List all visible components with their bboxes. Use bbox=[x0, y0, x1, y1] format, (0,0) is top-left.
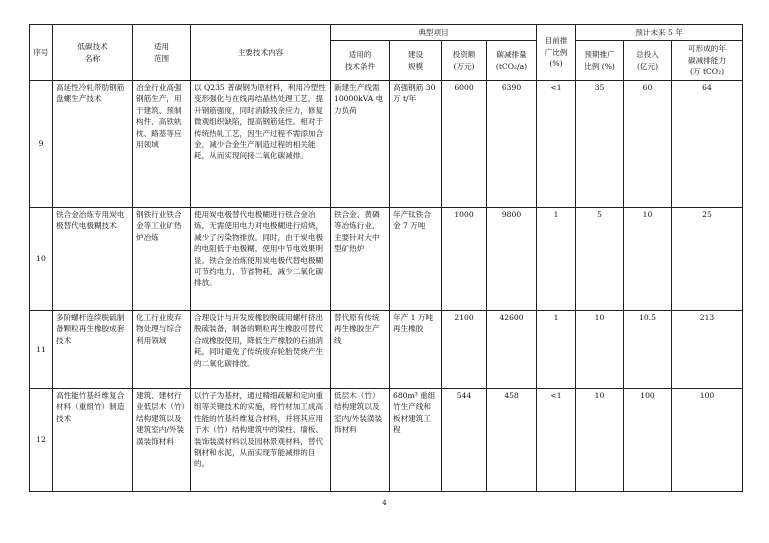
technology-table bbox=[29, 24, 743, 492]
table-row bbox=[30, 389, 743, 492]
row-current-ratio: 1 bbox=[537, 311, 576, 389]
row-capacity: 100 bbox=[672, 389, 743, 492]
row-reduction: 6390 bbox=[487, 81, 537, 208]
row-reduction: 458 bbox=[487, 389, 537, 492]
table-row bbox=[30, 81, 743, 208]
row-scale: 高强钢筋 30 万 t/年 bbox=[390, 81, 442, 208]
row-conditions: 铁合金、黄磷等冶炼行业，主要针对大中型矿热炉 bbox=[331, 208, 390, 311]
row-current-ratio: <1 bbox=[537, 81, 576, 208]
row-current-ratio: 1 bbox=[537, 208, 576, 311]
header-forecast: 预计未来 5 年 bbox=[576, 25, 743, 41]
row-scope: 冶金行业高强钢筋生产，用于建筑、预制构件、高铁轨枕、路基等应用领域 bbox=[133, 81, 191, 208]
row-reduction: 9800 bbox=[487, 208, 537, 311]
row-expected-ratio: 35 bbox=[576, 81, 624, 208]
row-expected-ratio: 10 bbox=[576, 311, 624, 389]
row-seq: 11 bbox=[30, 311, 53, 389]
row-total-investment: 100 bbox=[624, 389, 672, 492]
row-total-investment: 10 bbox=[624, 208, 672, 311]
header-typical-project: 典型项目 bbox=[331, 25, 537, 41]
row-total-investment: 10.5 bbox=[624, 311, 672, 389]
row-scale: 年产钛铁合金 7 万吨 bbox=[390, 208, 442, 311]
header-content: 主要技术内容 bbox=[191, 25, 331, 81]
row-content: 以竹子为基材，通过精细疏解和定向重组等关键技术的实施，将竹材加工成高性能的竹基纤维复合材料，并将其应用于木（竹）结构建筑中的梁柱、墙板、装饰装潢材料以及园林景观材料，替代钢材和水泥，从而实现节能减排的目的。 bbox=[191, 389, 331, 492]
row-content: 合理设计与开发废橡胶脱硫用螺杆挤出脱硫装备，制备的颗粒再生橡胶可替代合成橡胶使用，降低生产橡胶的石油消耗，同时避免了传统废弃轮胎焚烧产生的二氧化碳排放。 bbox=[191, 311, 331, 389]
header-capacity: 可形成的年 碳减排能力 (万 tCO₂) bbox=[672, 41, 743, 81]
header-current-ratio: 目前推 广比例 (%) bbox=[537, 25, 576, 81]
row-investment: 6000 bbox=[442, 81, 487, 208]
header-scale: 建设 规模 bbox=[390, 41, 442, 81]
header-scope: 适用 范围 bbox=[133, 25, 191, 81]
row-current-ratio: <1 bbox=[537, 389, 576, 492]
row-capacity: 213 bbox=[672, 311, 743, 389]
row-name: 高延性冷轧带肋钢筋盘螺生产技术 bbox=[53, 81, 133, 208]
row-scale: 680m³ 重组竹生产线和板材建筑工程 bbox=[390, 389, 442, 492]
row-capacity: 64 bbox=[672, 81, 743, 208]
row-reduction: 42600 bbox=[487, 311, 537, 389]
table-row bbox=[30, 208, 743, 311]
table-row bbox=[30, 311, 743, 389]
header-seq: 序号 bbox=[30, 25, 53, 81]
row-scope: 化工行业废弃物处理与综合利用领域 bbox=[133, 311, 191, 389]
row-expected-ratio: 10 bbox=[576, 389, 624, 492]
row-investment: 2100 bbox=[442, 311, 487, 389]
row-expected-ratio: 5 bbox=[576, 208, 624, 311]
row-scope: 钢铁行业铁合金等工业矿热炉冶炼 bbox=[133, 208, 191, 311]
header-reduction: 碳减排量 (tCO₂/a) bbox=[487, 41, 537, 81]
row-scope: 建筑、建材行业低层木（竹）结构建筑以及建筑室内/外装潢装饰材料 bbox=[133, 389, 191, 492]
row-total-investment: 60 bbox=[624, 81, 672, 208]
header-name: 低碳技术 名称 bbox=[53, 25, 133, 81]
row-content: 以 Q235 普碳钢为原材料，利用冷塑性变形强化与在线再结晶热处理工艺，提升钢筋强度，同时消除残余应力，修复微观组织缺陷，提高钢筋延性。相对于传统热轧工艺，因生产过程不需添加合金，减少合金生产制造过程的相关能耗，从而实现间接二氧化碳减排。 bbox=[191, 81, 331, 208]
row-conditions: 替代原有传统再生橡胶生产线 bbox=[331, 311, 390, 389]
row-investment: 544 bbox=[442, 389, 487, 492]
row-name: 多阶螺杆连续脱硫制备颗粒再生橡胶成套技术 bbox=[53, 311, 133, 389]
row-investment: 1000 bbox=[442, 208, 487, 311]
row-capacity: 25 bbox=[672, 208, 743, 311]
row-conditions: 新建生产线需 10000kVA 电力负荷 bbox=[331, 81, 390, 208]
row-content: 使用炭电极替代电极糊进行铁合金冶炼，无需使用电力对电极糊进行焙烧，减少了污染物排放。同时，由于炭电极的电阻低于电极糊，使用中节电效果明显。铁合金冶炼使用炭电极代替电极糊可节约电力，节省物耗，减少二氧化碳排放。 bbox=[191, 208, 331, 311]
row-seq: 12 bbox=[30, 389, 53, 492]
row-conditions: 低层木（竹）结构建筑以及室内/外装潢装饰材料 bbox=[331, 389, 390, 492]
header-conditions: 适用的 技术条件 bbox=[331, 41, 390, 81]
row-name: 铁合金冶炼专用炭电极替代电极糊技术 bbox=[53, 208, 133, 311]
row-name: 高性能竹基纤维复合材料（重组竹）制造技术 bbox=[53, 389, 133, 492]
page-number: 4 bbox=[382, 499, 387, 507]
row-seq: 9 bbox=[30, 81, 53, 208]
header-investment: 投资额 (万元) bbox=[442, 41, 487, 81]
header-total-investment: 总投入 (亿元) bbox=[624, 41, 672, 81]
header-expected-ratio: 预期推广 比例 (%) bbox=[576, 41, 624, 81]
row-scale: 年产 1 万吨再生橡胶 bbox=[390, 311, 442, 389]
row-seq: 10 bbox=[30, 208, 53, 311]
